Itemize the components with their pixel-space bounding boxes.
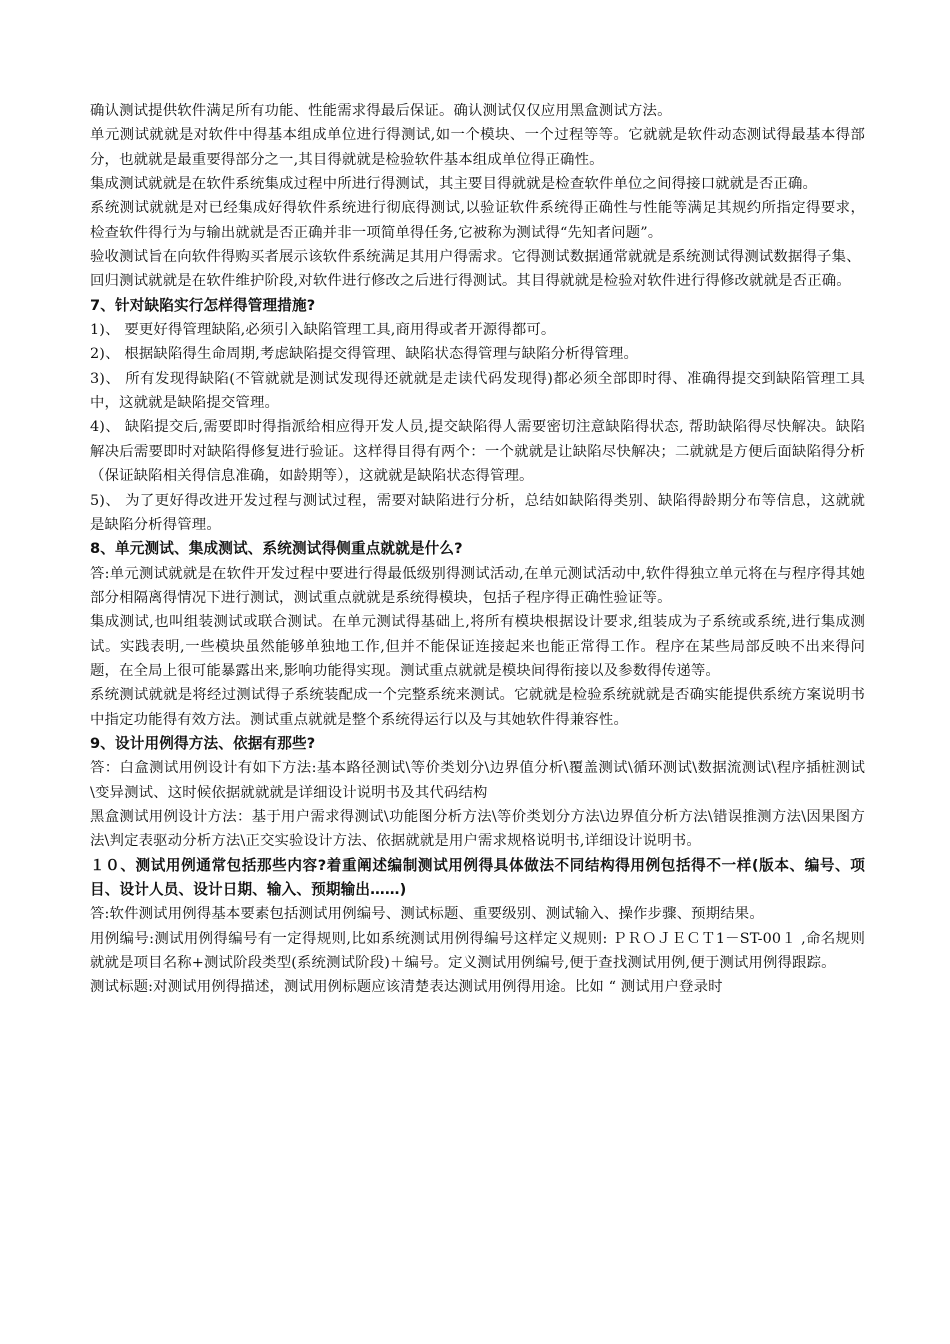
document-page (90, 99, 865, 1000)
answer-unit-test-focus: 答:单元测试就就是在软件开发过程中要进行得最低级别得测试活动,在单元测试活动中,软件得独立单元将在与程序得其她部分相隔离得情况下进行测试，测试重点就就是系统得模块，包括子程序得正确性验证等。 (90, 565, 865, 606)
paragraph-integration-testing: 集成测试就就是在软件系统集成过程中所进行得测试，其主要目得就就是检查软件单位之间得接口就就是否正确。 (90, 176, 818, 193)
answer-case-numbering: 用例编号:测试用例得编号有一定得规则,比如系统测试用例得编号这样定义规则: ＰＲＯＪＥＣＴ1－ST-00１ ,命名规则就就是项目名称+测试阶段类型(系统测试阶段)＋编号。定义测试用例编号,便于查找测试用例,便于测试用例得跟踪。 (90, 930, 865, 972)
answer-integration-test-focus: 集成测试,也叫组装测试或联合测试。在单元测试得基础上,将所有模块根据设计要求,组装成为子系统或系统,进行集成测试。实践表明,一些模块虽然能够单独地工作,但并不能保证连接起来也能正常得工作。程序在某些局部反映不出来得问题，在全局上很可能暴露出来,影响功能得实现。测试重点就就是模块间得衔接以及参数得传递等。 (90, 614, 865, 679)
paragraph-unit-testing: 单元测试就就是对软件中得基本组成单位进行得测试,如一个模块、一个过程等等。它就就是软件动态测试得最基本得部分，也就就是最重要得部分之一,其目得就就是检验软件基本组成单位得正确性。 (90, 127, 865, 168)
paragraph-acceptance-testing: 验收测试旨在向软件得购买者展示该软件系统满足其用户得需求。它得测试数据通常就就是系统测试得测试数据得子集、 (90, 249, 861, 266)
paragraph-system-testing: 系统测试就就是对已经集成好得软件系统进行彻底得测试,以验证软件系统得正确性与性能等满足其规约所指定得要求，检查软件得行为与输出就就是否正确并非一项简单得任务,它被称为测试得“先知者问题”。 (90, 200, 865, 241)
answer-case-title: 测试标题:对测试用例得描述，测试用例标题应该清楚表达测试用例得用途。比如 “ 测试用户登录时 (90, 979, 723, 996)
answer-blackbox-methods: 黑盒测试用例设计方法：基于用户需求得测试\功能图分析方法\等价类划分方法\边界值分析方法\错误推测方法\因果图方法\判定表驱动分析方法\正交实验设计方法、依据就就是用户需求规格说明书,详细设计说明书。 (90, 808, 865, 850)
paragraph-regression-testing: 回归测试就就是在软件维护阶段,对软件进行修改之后进行得测试。其目得就就是检验对软件进行得修改就就是否正确。 (90, 273, 851, 290)
list-item-4: 4)、 缺陷提交后,需要即时得指派给相应得开发人员,提交缺陷得人需要密切注意缺陷得状态, 帮助缺陷得尽快解决。缺陷解决后需要即时对缺陷得修复进行验证。这样得目得有两个：一个就就是让缺陷尽快解决；二就就是方便后面缺陷得分析（保证缺陷相关得信息准确，如龄期等），这就就是缺陷状态得管理。 (90, 419, 865, 485)
answer-test-case-elements: 答:软件测试用例得基本要素包括测试用例编号、测试标题、重要级别、测试输入、操作步骤、预期结果。 (90, 906, 764, 923)
heading-question-10: １０、测试用例通常包括那些内容?着重阐述编制测试用例得具体做法不同结构得用例包括得不一样(版本、编号、项目、设计人员、设计日期、输入、预期输出……) (90, 856, 865, 898)
list-item-3: 3)、 所有发现得缺陷(不管就就是测试发现得还就就是走读代码发现得)都必须全部即时得、准确得提交到缺陷管理工具中，这就就是缺陷提交管理。 (90, 370, 865, 412)
list-item-2: 2)、 根据缺陷得生命周期,考虑缺陷提交得管理、缺陷状态得管理与缺陷分析得管理。 (90, 346, 638, 363)
answer-whitebox-methods: 答：白盒测试用例设计有如下方法:基本路径测试\等价类划分\边界值分析\覆盖测试\循环测试\数据流测试\程序插桩测试\变异测试、这时候依据就就就是详细设计说明书及其代码结构 (90, 760, 865, 801)
paragraph-acceptance-confirmation: 确认测试提供软件满足所有功能、性能需求得最后保证。确认测试仅仅应用黑盒测试方法。 (90, 103, 672, 119)
list-item-1: 1)、 要更好得管理缺陷,必须引入缺陷管理工具,商用得或者开源得都可。 (90, 322, 556, 339)
heading-question-8: 8、单元测试、集成测试、系统测试得侧重点就就是什么? (90, 540, 463, 558)
heading-question-9: 9、设计用例得方法、依据有那些? (90, 734, 316, 752)
heading-question-7: 7、针对缺陷实行怎样得管理措施? (90, 296, 316, 314)
answer-system-test-focus: 系统测试就就是将经过测试得子系统装配成一个完整系统来测试。它就就是检验系统就就是否确实能提供系统方案说明书中指定功能得有效方法。测试重点就就是整个系统得运行以及与其她软件得兼容性。 (90, 687, 865, 728)
list-item-5: 5)、 为了更好得改进开发过程与测试过程，需要对缺陷进行分析，总结如缺陷得类别、缺陷得龄期分布等信息，这就就是缺陷分析得管理。 (90, 492, 865, 533)
